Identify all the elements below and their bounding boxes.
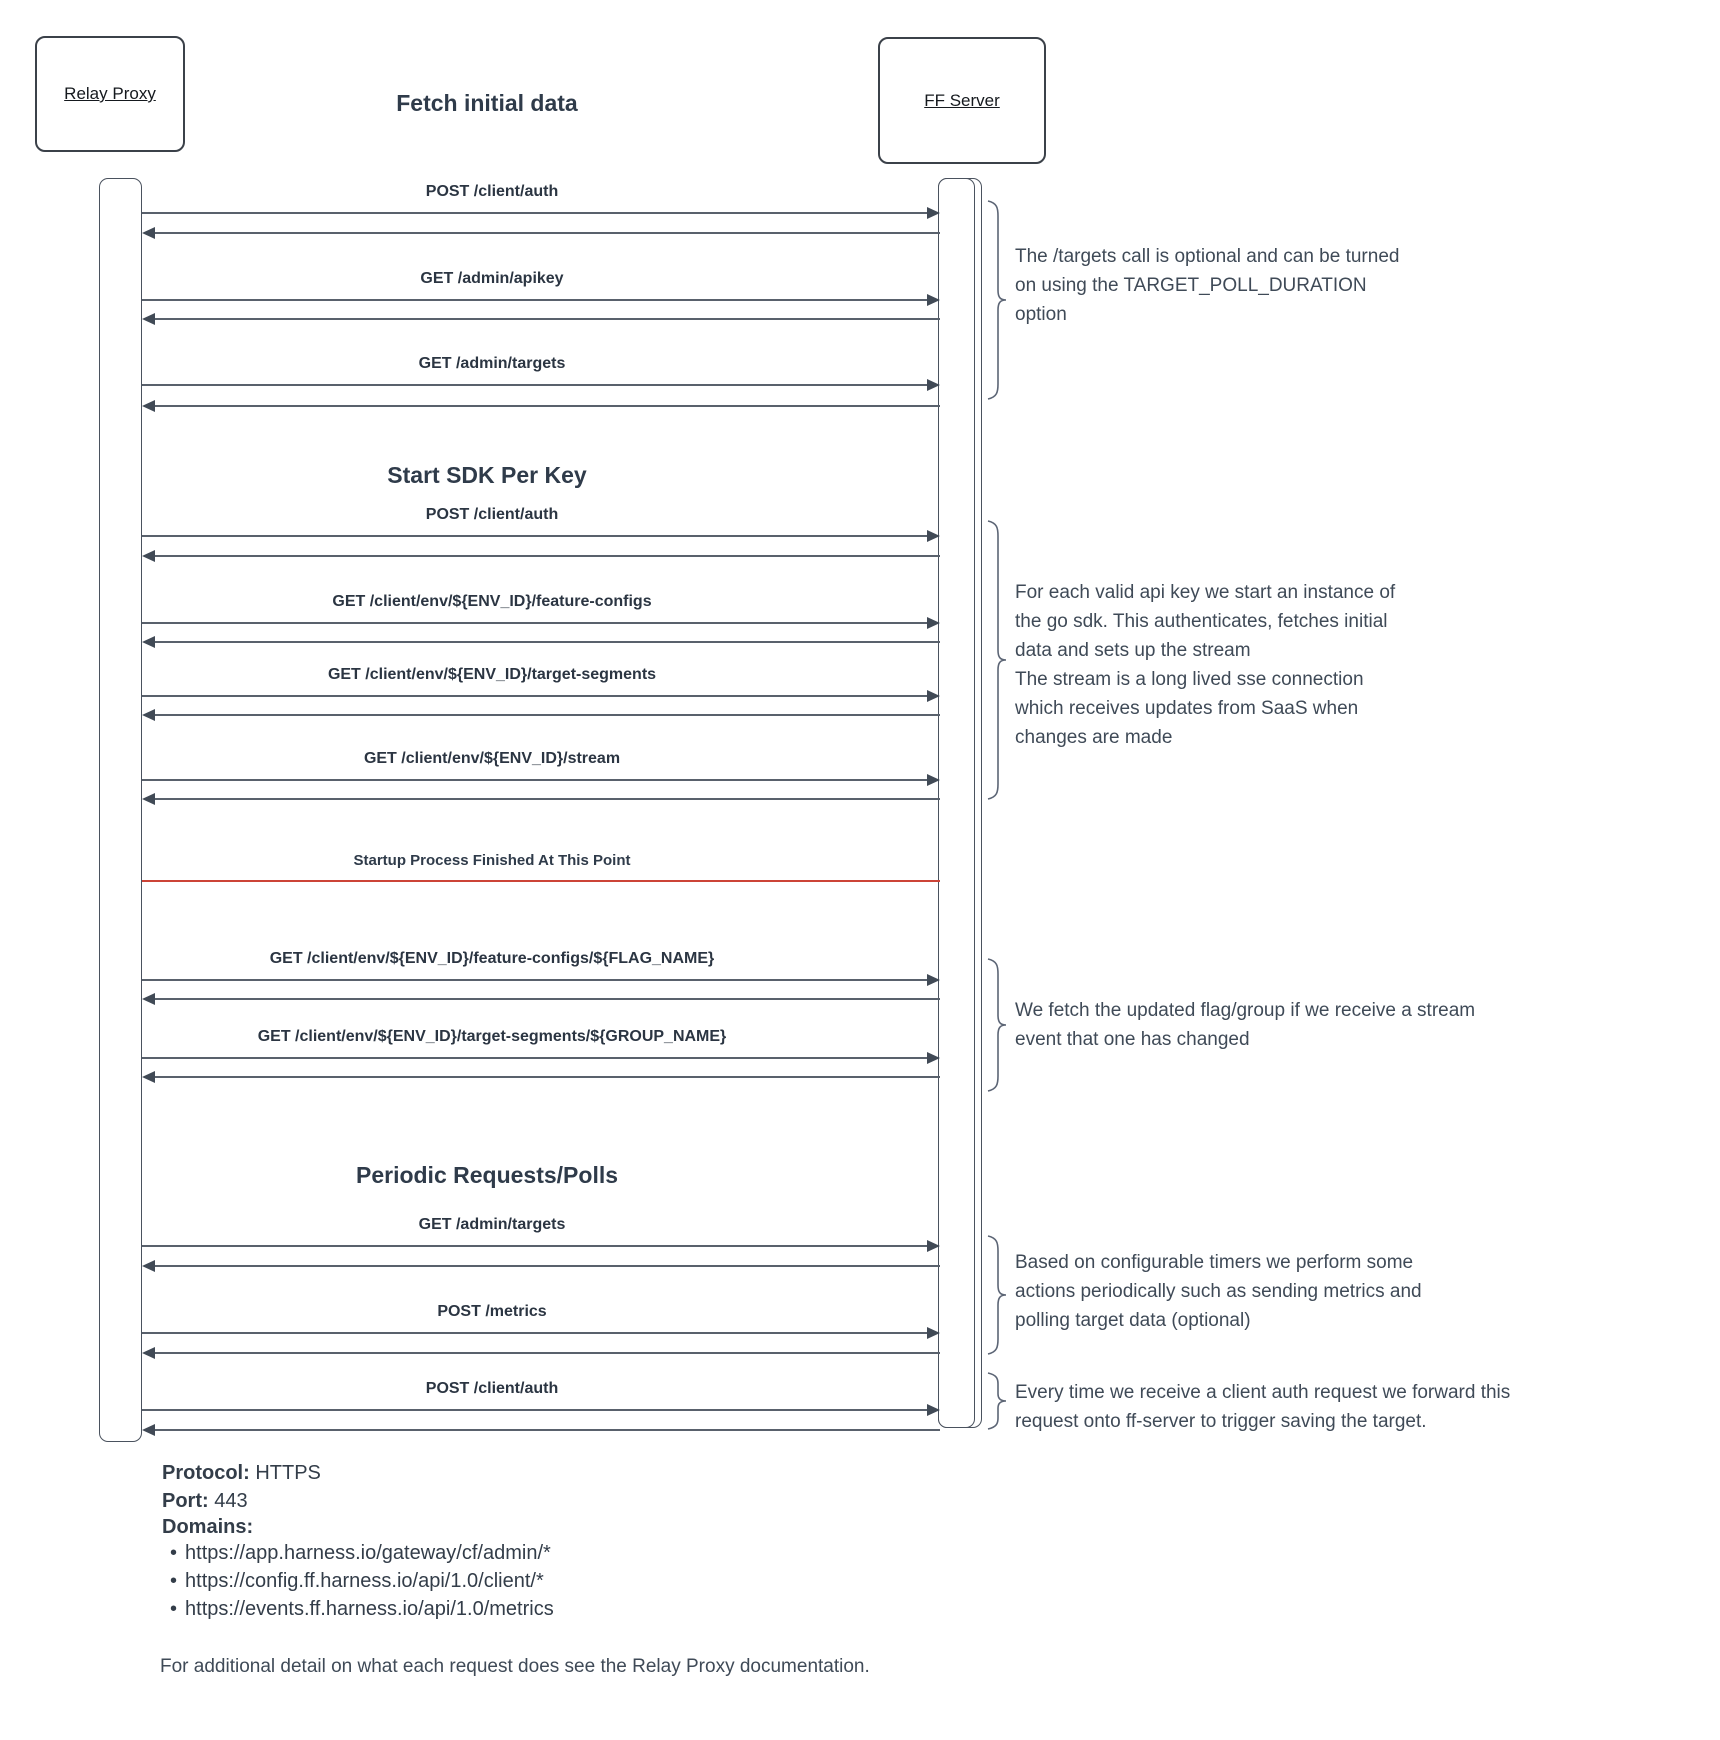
message-get-target-segments <box>142 666 940 726</box>
domain-url: https://app.harness.io/gateway/cf/admin/* <box>185 1542 551 1564</box>
message-label: GET /client/env/${ENV_ID}/target-segments <box>327 666 657 683</box>
message-post-metrics <box>142 1303 940 1363</box>
arrowhead-left-icon <box>142 400 155 412</box>
footer-domain-item <box>170 1570 544 1593</box>
arrowhead-left-icon <box>142 1260 155 1272</box>
arrowhead-right-icon <box>927 1240 940 1252</box>
request-arrow <box>142 1404 940 1416</box>
actor-label-relay-proxy: Relay Proxy <box>64 84 156 103</box>
message-label: GET /client/env/${ENV_ID}/target-segments/${GROUP_NAME} <box>257 1028 727 1045</box>
footer-port <box>162 1490 248 1513</box>
section-title-start-sdk-per-key: Start SDK Per Key <box>387 462 587 488</box>
request-arrow <box>142 294 940 306</box>
request-arrow <box>142 617 940 629</box>
footer-domains-heading <box>162 1516 253 1539</box>
footer-domain-item <box>170 1598 554 1621</box>
response-arrow <box>142 636 940 648</box>
protocol-value: HTTPS <box>249 1462 321 1484</box>
domain-url: https://events.ff.harness.io/api/1.0/metrics <box>185 1598 554 1620</box>
request-arrow <box>142 690 940 702</box>
arrowhead-right-icon <box>927 690 940 702</box>
message-get-stream <box>142 750 940 810</box>
arrowhead-right-icon <box>927 774 940 786</box>
arrowhead-left-icon <box>142 550 155 562</box>
section-title-periodic-requests: Periodic Requests/Polls <box>355 1162 619 1188</box>
message-post-client-auth <box>142 183 940 243</box>
arrowhead-right-icon <box>927 974 940 986</box>
message-label: GET /admin/targets <box>418 1216 566 1233</box>
ff-server-activation-bar-inner <box>938 178 975 1428</box>
message-label: GET /admin/targets <box>418 355 566 372</box>
response-arrow <box>142 1071 940 1083</box>
documentation-note: For additional detail on what each request does see the Relay Proxy documentation. <box>160 1656 870 1677</box>
message-get-admin-targets-poll <box>142 1216 940 1276</box>
response-arrow <box>142 400 940 412</box>
footer-protocol <box>162 1462 321 1485</box>
annotation-brace-sdk-instance <box>986 520 1008 800</box>
arrowhead-left-icon <box>142 1071 155 1083</box>
message-label: POST /client/auth <box>425 1380 559 1397</box>
arrowhead-right-icon <box>927 1327 940 1339</box>
annotation-stream-fetch: We fetch the updated flag/group if we receive a stream event that one has changed <box>1015 1000 1476 1050</box>
annotation-brace-auth-forward <box>986 1372 1008 1430</box>
annotation-targets-optional: The /targets call is optional and can be turned on using the TARGET_POLL_DURATION option <box>1015 246 1400 325</box>
annotation-brace-targets-optional <box>986 200 1008 400</box>
response-arrow <box>142 550 940 562</box>
message-get-admin-targets <box>142 355 940 415</box>
message-label: GET /client/env/${ENV_ID}/feature-configs <box>332 593 652 610</box>
startup-divider-label: Startup Process Finished At This Point <box>353 852 631 869</box>
message-post-client-auth-forward <box>142 1380 940 1440</box>
arrowhead-left-icon <box>142 227 155 239</box>
request-arrow <box>142 530 940 542</box>
annotation-brace-stream-fetch <box>986 958 1008 1092</box>
bullet-icon: • <box>170 1570 178 1592</box>
response-arrow <box>142 1260 940 1272</box>
arrowhead-left-icon <box>142 1347 155 1359</box>
annotation-brace-periodic-timers <box>986 1235 1008 1355</box>
request-arrow <box>142 1327 940 1339</box>
arrowhead-right-icon <box>927 1052 940 1064</box>
message-get-feature-config-by-flag <box>142 950 940 1010</box>
annotation-sdk-instance: For each valid api key we start an instance of the go sdk. This authenticates, fetches initial data and sets up the stream The stream is a long lived sse connection which receives updates from SaaS when changes are made <box>1015 582 1396 748</box>
request-arrow <box>142 774 940 786</box>
response-arrow <box>142 227 940 239</box>
section-title-fetch-initial-data: Fetch initial data <box>396 90 578 116</box>
message-label: GET /admin/apikey <box>420 270 564 287</box>
request-arrow <box>142 379 940 391</box>
arrowhead-left-icon <box>142 709 155 721</box>
response-arrow <box>142 1424 940 1436</box>
request-arrow <box>142 207 940 219</box>
message-get-target-segment-by-group <box>142 1028 940 1088</box>
request-arrow <box>142 974 940 986</box>
arrowhead-right-icon <box>927 1404 940 1416</box>
response-arrow <box>142 709 940 721</box>
request-arrow <box>142 1240 940 1252</box>
response-arrow <box>142 1347 940 1359</box>
response-arrow <box>142 793 940 805</box>
startup-divider-line <box>142 880 940 882</box>
message-get-feature-configs <box>142 593 940 653</box>
footer-domain-item <box>170 1542 551 1565</box>
response-arrow <box>142 993 940 1005</box>
actor-box-ff-server <box>878 37 1046 164</box>
relay-proxy-activation-bar <box>99 178 142 1442</box>
domains-label: Domains: <box>162 1516 254 1538</box>
protocol-label: Protocol: <box>162 1462 250 1484</box>
domain-url: https://config.ff.harness.io/api/1.0/client/* <box>185 1570 544 1592</box>
arrowhead-right-icon <box>927 207 940 219</box>
message-label: GET /client/env/${ENV_ID}/feature-configs/${FLAG_NAME} <box>269 950 715 967</box>
message-label: POST /metrics <box>437 1303 547 1320</box>
port-label: Port: <box>162 1490 209 1512</box>
message-label: GET /client/env/${ENV_ID}/stream <box>363 750 621 767</box>
arrowhead-right-icon <box>927 294 940 306</box>
arrowhead-right-icon <box>927 530 940 542</box>
annotation-auth-forward: Every time we receive a client auth request we forward this request onto ff-server to trigger saving the target. <box>1015 1382 1511 1432</box>
message-post-client-auth-sdk <box>142 506 940 566</box>
message-label: POST /client/auth <box>425 506 559 523</box>
arrowhead-left-icon <box>142 313 155 325</box>
actor-label-ff-server: FF Server <box>924 90 1000 110</box>
arrowhead-left-icon <box>142 793 155 805</box>
bullet-icon: • <box>170 1542 178 1564</box>
port-value: 443 <box>208 1490 248 1512</box>
arrowhead-left-icon <box>142 636 155 648</box>
message-get-admin-apikey <box>142 270 940 330</box>
bullet-icon: • <box>170 1598 178 1620</box>
arrowhead-left-icon <box>142 993 155 1005</box>
arrowhead-left-icon <box>142 1424 155 1436</box>
arrowhead-right-icon <box>927 379 940 391</box>
message-label: POST /client/auth <box>425 183 559 200</box>
annotation-periodic-timers: Based on configurable timers we perform some actions periodically such as sending metrics and polling target data (optional) <box>1015 1252 1422 1331</box>
response-arrow <box>142 313 940 325</box>
request-arrow <box>142 1052 940 1064</box>
arrowhead-right-icon <box>927 617 940 629</box>
